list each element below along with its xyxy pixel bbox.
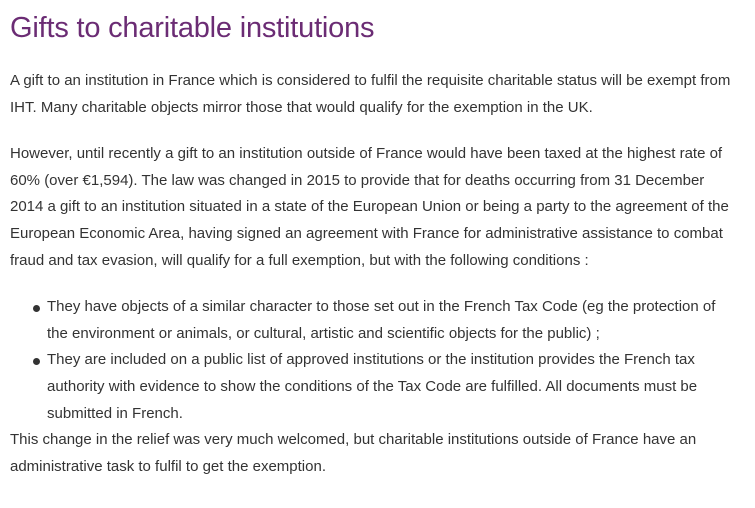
list-item: [47, 294, 740, 347]
intro-paragraph: A gift to an institution in France which is considered to fulfil the requisite charitable status will be exempt from IHT. Many charitable objects mirror those that would qualify for the exemption in the UK.: [10, 72, 731, 116]
list-item-text: They are included on a public list of approved institutions or the institution provides the French tax authority with evidence to show the conditions of the Tax Code are fulfilled. All documents must be submitted in French.: [47, 351, 698, 422]
list-item: [47, 347, 740, 427]
closing-paragraph: This change in the relief was very much welcomed, but charitable institutions outside of France have an administrative task to fulfil to get the exemption.: [10, 431, 697, 475]
section-heading: Gifts to charitable institutions: [10, 12, 375, 44]
article-content: [10, 0, 740, 480]
law-change-paragraph: However, until recently a gift to an institution outside of France would have been taxed at the highest rate of 60% (over €1,594). The law was changed in 2015 to provide that for deaths occurring from 31 December 2014 a gift to an institution situated in a state of the European Union or being a party to the agreement of the European Economic Area, having signed an agreement with France for administrative assistance to combat fraud and tax evasion, will qualify for a full exemption, but with the following conditions :: [10, 145, 729, 269]
bullet-icon: [33, 305, 40, 312]
conditions-list: [10, 294, 740, 427]
bullet-icon: [33, 358, 40, 365]
list-item-text: They have objects of a similar character to those set out in the French Tax Code (eg the protection of the environment or animals, or cultural, artistic and scientific objects for the public) ;: [47, 298, 716, 342]
